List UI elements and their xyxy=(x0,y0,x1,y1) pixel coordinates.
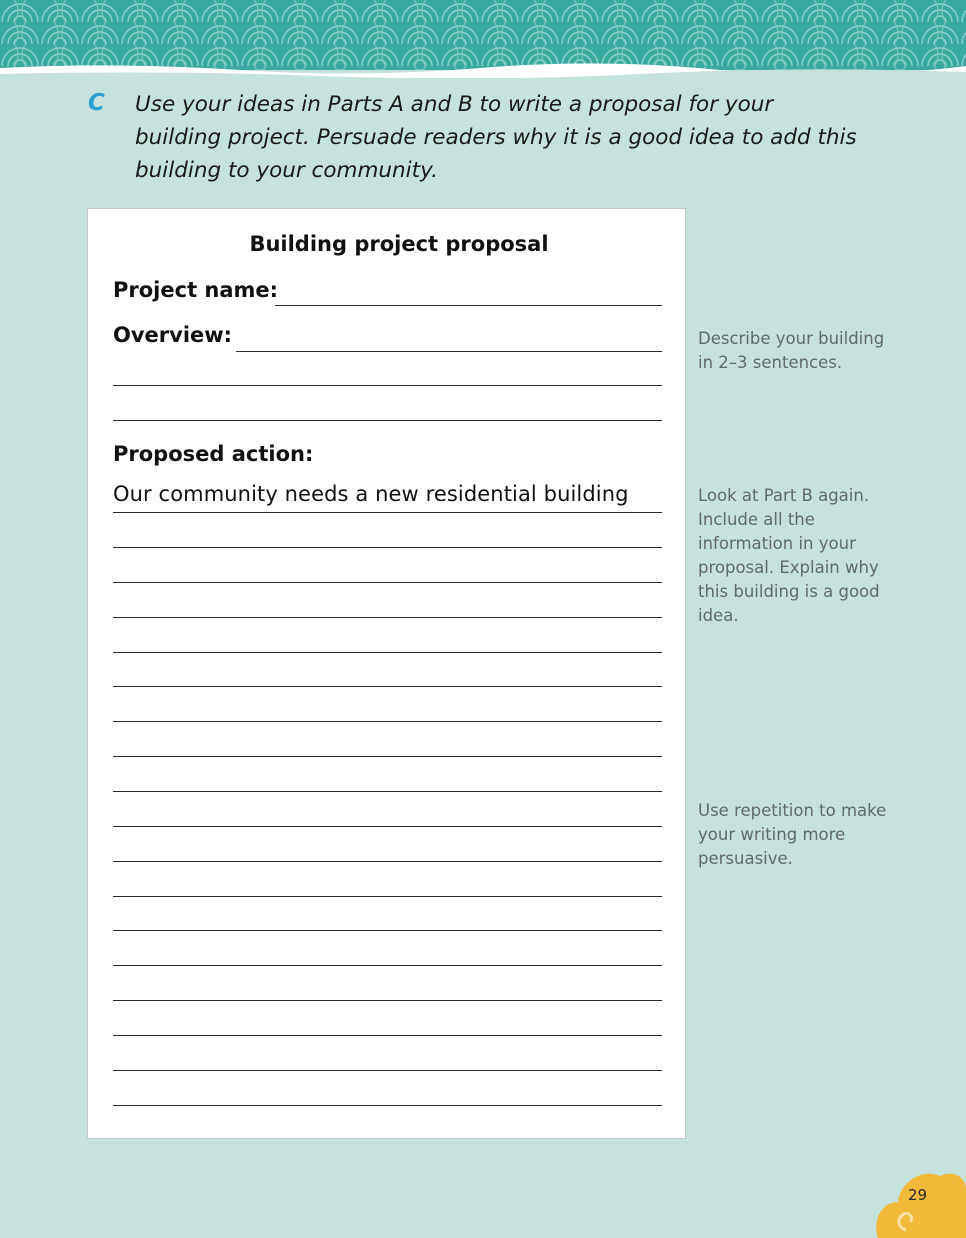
proposed-action-label: Proposed action: xyxy=(113,442,314,466)
writing-line[interactable] xyxy=(113,1070,662,1071)
part-letter: C xyxy=(88,90,105,116)
page-number: 29 xyxy=(908,1186,928,1204)
overview-label: Overview: xyxy=(113,323,233,347)
writing-line[interactable] xyxy=(113,861,662,862)
writing-line[interactable] xyxy=(113,791,662,792)
writing-line[interactable] xyxy=(113,686,662,687)
writing-line[interactable] xyxy=(113,582,662,583)
instruction-text: Use your ideas in Parts A and B to write a proposal for your building project. Persuade readers why it is a good idea to add this building to your community. xyxy=(135,92,857,183)
writing-line[interactable] xyxy=(113,930,662,931)
writing-line[interactable] xyxy=(113,1105,662,1106)
writing-line[interactable] xyxy=(113,512,662,513)
project-name-line[interactable] xyxy=(275,305,662,306)
hint-proposed-action: Look at Part B again. Include all the information in your proposal. Explain why this building is a good idea. xyxy=(698,486,880,625)
writing-line[interactable] xyxy=(113,896,662,897)
writing-line[interactable] xyxy=(113,965,662,966)
project-name-label: Project name: xyxy=(113,278,279,302)
overview-line[interactable] xyxy=(113,385,662,386)
hint-overview: Describe your building in 2–3 sentences. xyxy=(698,329,885,372)
proposed-action-starter-text: Our community needs a new residential building xyxy=(113,482,629,506)
writing-line[interactable] xyxy=(113,652,662,653)
writing-line[interactable] xyxy=(113,756,662,757)
hint-repetition: Use repetition to make your writing more persuasive. xyxy=(698,801,887,868)
writing-line[interactable] xyxy=(113,1000,662,1001)
overview-line[interactable] xyxy=(113,420,662,421)
writing-line[interactable] xyxy=(113,547,662,548)
writing-line[interactable] xyxy=(113,826,662,827)
decorative-wave-banner xyxy=(0,0,966,80)
overview-line[interactable] xyxy=(236,351,662,352)
writing-line[interactable] xyxy=(113,1035,662,1036)
proposal-title: Building project proposal xyxy=(249,232,549,256)
writing-line[interactable] xyxy=(113,617,662,618)
writing-line[interactable] xyxy=(113,721,662,722)
